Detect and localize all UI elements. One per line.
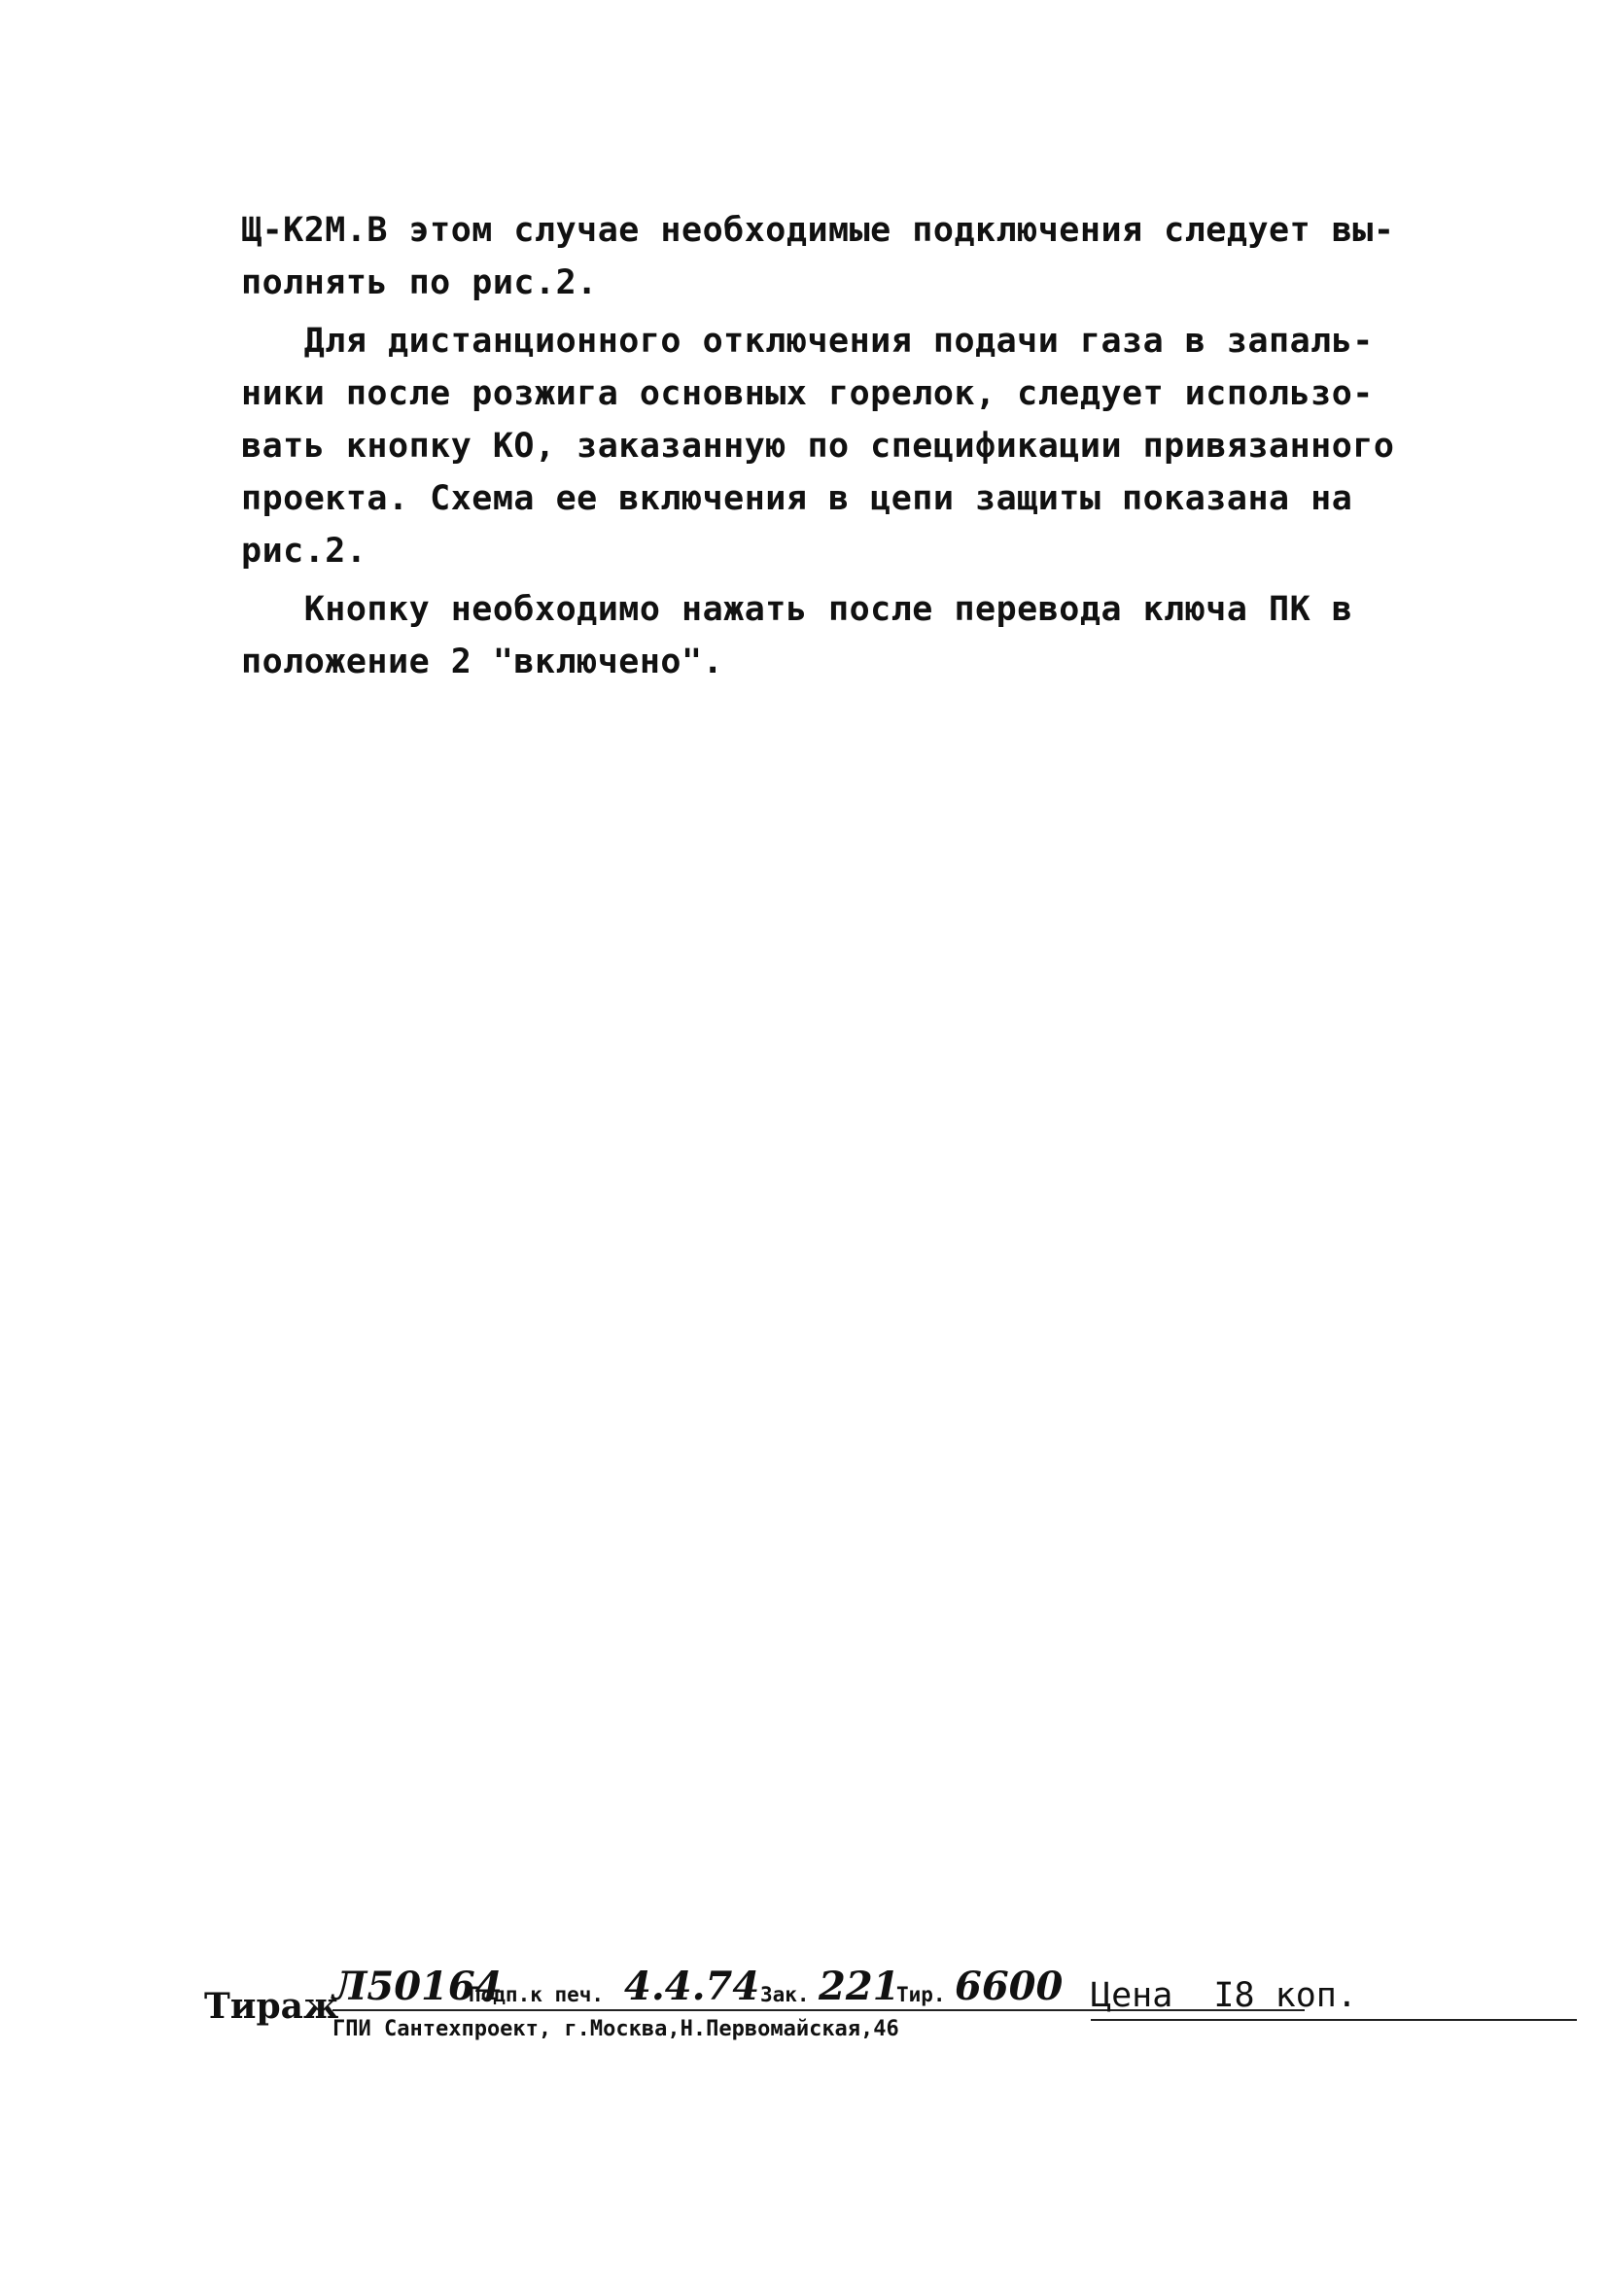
paragraph-3-line-1: Кнопку необходимо нажать после перевода ключа ПК в (241, 590, 1353, 629)
body-text (241, 204, 1427, 688)
price-underline (1091, 2019, 1577, 2021)
price: Цена I8 коп. (1091, 1976, 1357, 2015)
paragraph-2-line-4: проекта. Схема ее включения в цепи защиты показана на (241, 479, 1353, 518)
order-code-handwritten: Л50164 (332, 1964, 503, 2009)
signed-label: Подп.к печ. (469, 1983, 605, 2006)
paragraph-2-line-3: вать кнопку КО, заказанную по спецификации привязанного (241, 427, 1395, 466)
print-run-handwritten: 6600 (955, 1964, 1064, 2009)
paragraph-2-line-1: Для дистанционного отключения подачи газа в запаль- (241, 322, 1374, 361)
order-label: Зак. (760, 1983, 810, 2006)
imprint-label: Тираж (204, 1986, 339, 2027)
imprint-block (204, 1949, 1400, 2075)
paragraph-2-line-5: рис.2. (241, 532, 367, 571)
paragraph-3-line-2: положение 2 "включено". (241, 643, 724, 681)
paragraph-2-line-2: ники после розжига основных горелок, следует использо- (241, 374, 1374, 413)
paragraph-1-line-1: Щ-К2М.В этом случае необходимые подключения следует вы- (241, 211, 1395, 250)
print-run-label: Тир. (896, 1983, 946, 2006)
publisher-line: ГПИ Сантехпроект, г.Москва,Н.Первомайская,46 (332, 2017, 899, 2041)
paragraph-1-line-2: полнять по рис.2. (241, 263, 598, 302)
order-number-handwritten: 221 (819, 1964, 900, 2009)
signed-date-handwritten: 4.4.74 (624, 1964, 760, 2009)
